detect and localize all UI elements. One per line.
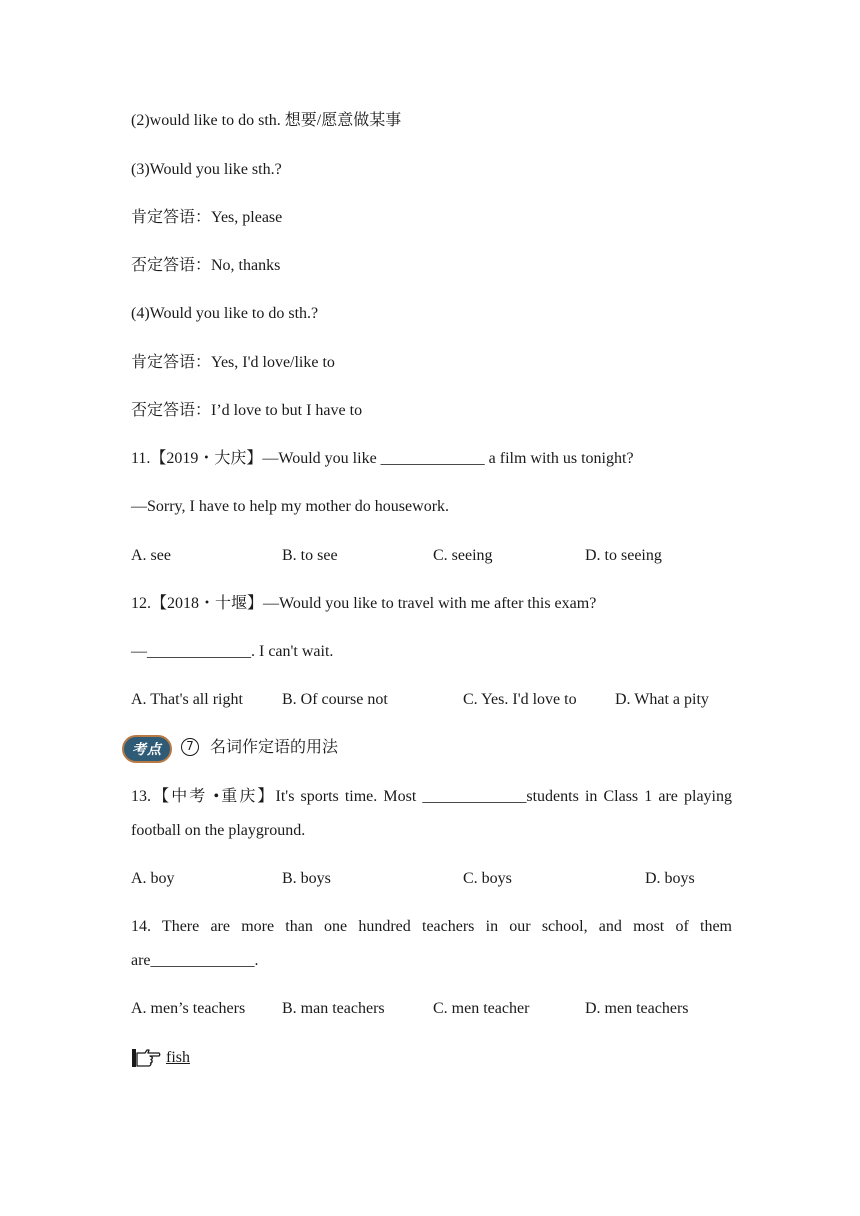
question-14-option-c: C. men teacher [433, 1000, 530, 1017]
question-13-stem-line2: football on the playground. [131, 822, 306, 839]
question-13-option-a: A. boy [131, 870, 175, 887]
fish-link[interactable]: fish [166, 1049, 190, 1066]
question-14-option-d: D. men teachers [585, 1000, 689, 1017]
question-14-stem-line1: 14. There are more than one hundred teachers in our school, and most of them [131, 918, 732, 935]
question-12-reply: —_____________. I can't wait. [131, 643, 334, 660]
question-12-option-b: B. Of course not [282, 691, 388, 708]
question-11-option-c: C. seeing [433, 547, 493, 564]
question-11-reply: —Sorry, I have to help my mother do housework. [131, 498, 450, 515]
section-title: 名词作定语的用法 [210, 739, 339, 756]
question-12-option-a: A. That's all right [131, 691, 243, 708]
question-13-option-d: D. boys [645, 870, 695, 887]
question-11-option-a: A. see [131, 547, 171, 564]
section-number: 7 [181, 738, 199, 756]
line-negative-2: 否定答语：I’d love to but I have to [131, 402, 363, 419]
section-badge: 考点 [122, 735, 172, 763]
question-14-stem-line2: are_____________. [131, 952, 259, 969]
line-would-you-like-sth: (3)Would you like sth.? [131, 161, 282, 178]
question-11-option-d: D. to seeing [585, 547, 662, 564]
question-13-option-c: C. boys [463, 870, 512, 887]
question-12-option-d: D. What a pity [615, 691, 709, 708]
question-13-option-b: B. boys [282, 870, 331, 887]
line-affirmative-2: 肯定答语：Yes, I'd love/like to [131, 354, 335, 371]
question-12-stem: 12.【2018・十堰】—Would you like to travel with me after this exam? [131, 595, 597, 612]
line-would-you-like-to-do: (4)Would you like to do sth.? [131, 305, 319, 322]
question-11-option-b: B. to see [282, 547, 338, 564]
pointing-hand-icon [131, 1047, 161, 1069]
line-negative-1: 否定答语：No, thanks [131, 257, 281, 274]
question-14-option-a: A. men’s teachers [131, 1000, 246, 1017]
question-12-option-c: C. Yes. I'd love to [463, 691, 577, 708]
question-14-option-b: B. man teachers [282, 1000, 385, 1017]
line-would-like-to-do: (2)would like to do sth. 想要/愿意做某事 [131, 112, 402, 129]
line-affirmative-1: 肯定答语：Yes, please [131, 209, 283, 226]
question-11-stem: 11.【2019・大庆】—Would you like _____________ a film with us tonight? [131, 450, 634, 467]
question-13-stem-line1: 13.【中考 •重庆】It's sports time. Most _____________students in Class 1 are playing [131, 788, 732, 805]
